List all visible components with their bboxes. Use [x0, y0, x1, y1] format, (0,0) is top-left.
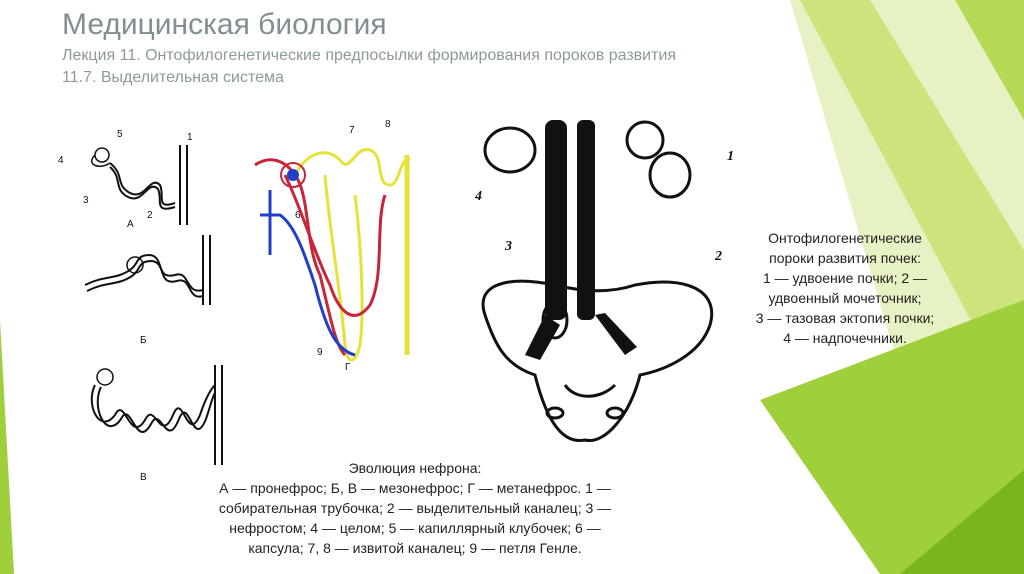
label-9: 9	[317, 347, 323, 358]
caption-line: пороки развития почек:	[769, 250, 921, 266]
nephron-evolution-figure	[55, 115, 445, 500]
label-V: В	[140, 472, 147, 483]
caption-line: капсула; 7, 8 — извитой каналец; 9 — петля Генле.	[248, 540, 582, 556]
caption-line: собирательная трубочка; 2 — выделительный каналец; 3 —	[218, 500, 612, 516]
label-5: 5	[117, 129, 123, 140]
caption-line: удвоенный мочеточник;	[768, 290, 922, 306]
label-B: Б	[140, 335, 147, 346]
caption-line: Онтофилогенетические	[768, 230, 922, 246]
nephron-caption	[175, 458, 655, 558]
label-3: 3	[83, 195, 89, 206]
caption-line: нефростом; 4 — целом; 5 — капиллярный клубочек; 6 —	[229, 520, 601, 536]
subtitle-section: 11.7. Выделительная система	[62, 69, 284, 86]
caption-line: 4 — надпочечники.	[783, 330, 907, 346]
kidney-caption	[720, 228, 970, 348]
label-2: 2	[715, 249, 722, 264]
label-G: Г	[345, 362, 351, 373]
caption-line: Эволюция нефрона:	[348, 460, 482, 476]
label-7: 7	[349, 125, 355, 136]
slide-subtitle	[62, 45, 676, 89]
label-4: 4	[475, 189, 482, 204]
label-A: А	[127, 219, 134, 230]
slide-title: Медицинская биология	[62, 8, 387, 41]
caption-line: 1 — удвоение почки; 2 —	[762, 270, 928, 286]
kidney-malformation-figure	[465, 115, 740, 455]
label-1: 1	[187, 132, 193, 143]
label-6: 6	[295, 210, 301, 221]
caption-line: А — пронефрос; Б, В — мезонефрос; Г — метанефрос. 1 —	[219, 480, 611, 496]
label-1: 1	[727, 149, 734, 164]
label-2: 2	[147, 210, 153, 221]
caption-line: 3 — тазовая эктопия почки;	[755, 310, 935, 326]
subtitle-lecture: Лекция 11. Онтофилогенетические предпосылки формирования пороков развития	[62, 47, 677, 64]
label-3: 3	[505, 239, 512, 254]
label-8: 8	[385, 119, 391, 130]
label-4: 4	[58, 155, 64, 166]
